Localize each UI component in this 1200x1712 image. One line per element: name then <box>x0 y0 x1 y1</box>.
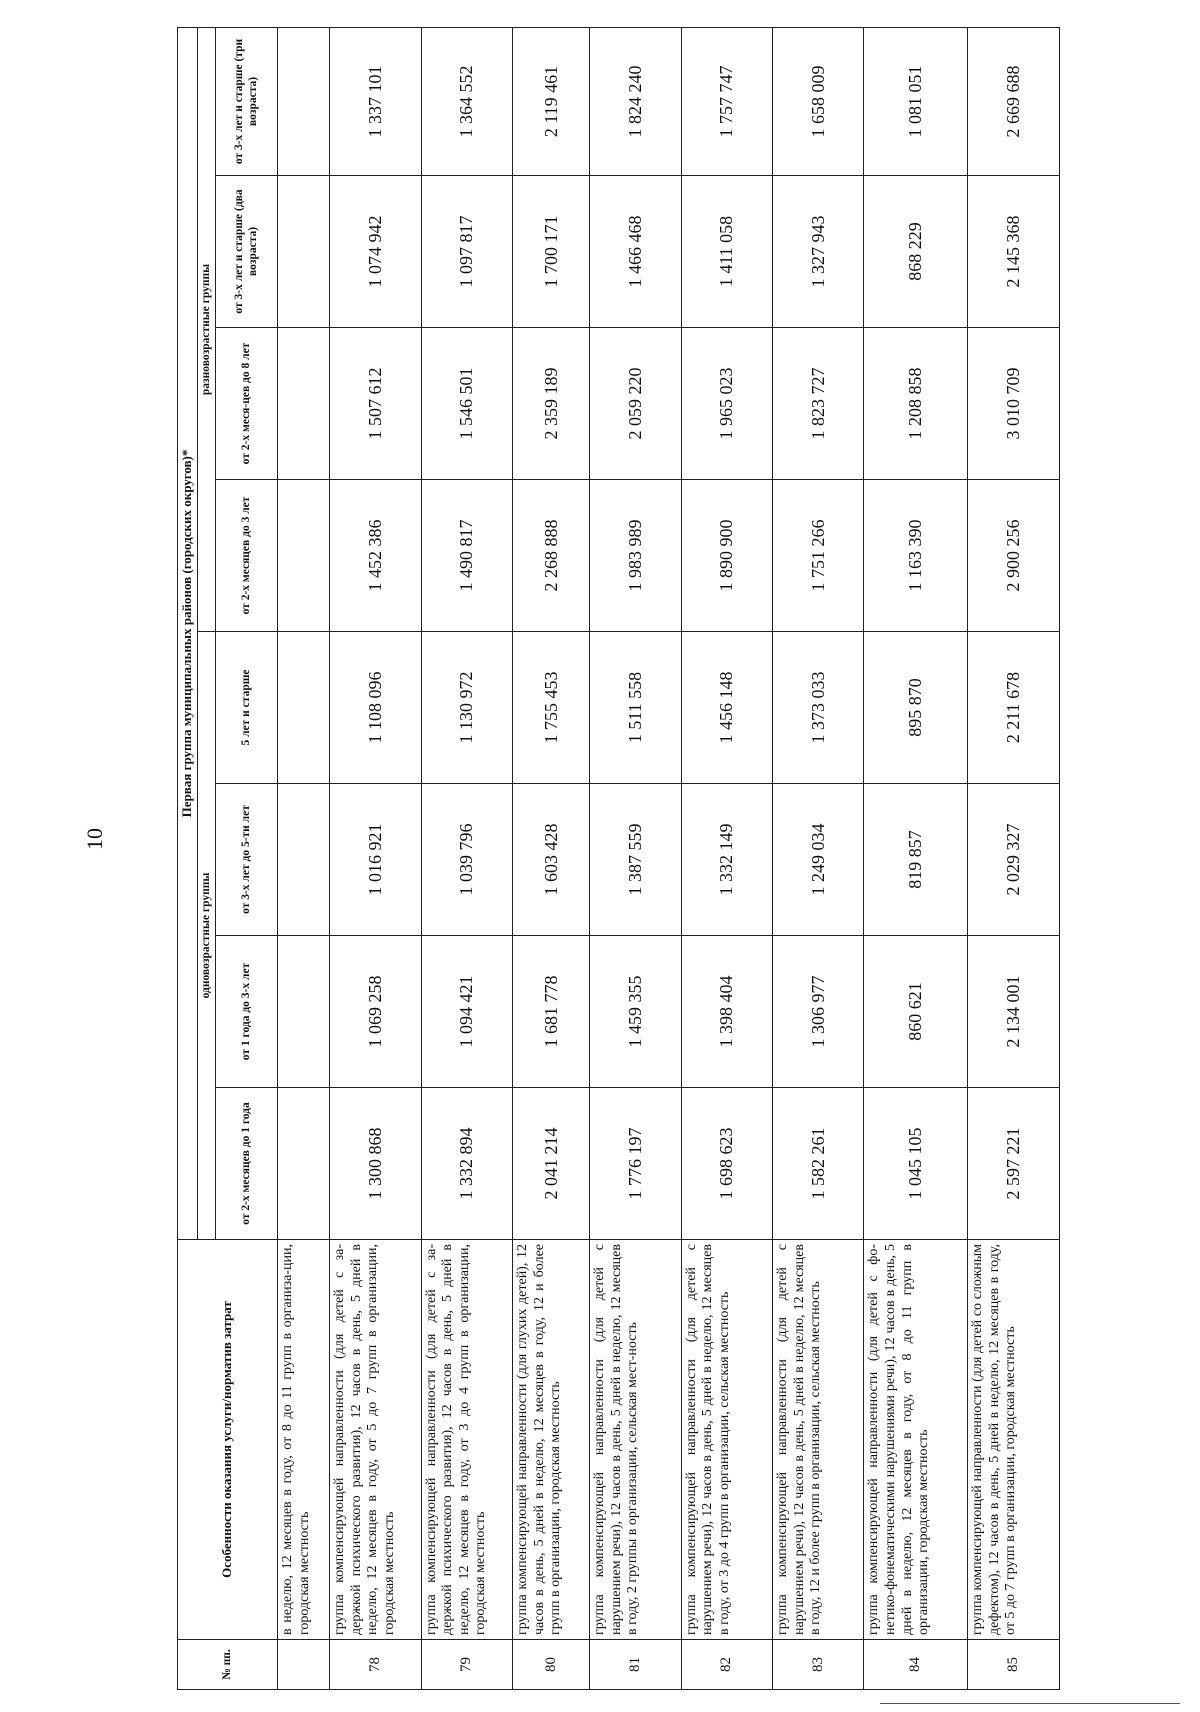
cost-value-cell: 1 045 105 <box>864 1088 968 1240</box>
cost-value-cell: 1 069 258 <box>330 936 421 1088</box>
header-column: от 3-х лет до 5-ти лет <box>216 784 278 936</box>
table-row <box>681 28 772 1690</box>
cost-value-cell: 1 074 942 <box>330 176 421 328</box>
cost-value-cell: 1 490 817 <box>421 480 512 632</box>
header-column: от 2-х меся-цев до 8 лет <box>216 328 278 480</box>
cost-value-cell: 1 387 559 <box>590 784 681 936</box>
cost-value-cell: 1 681 778 <box>513 936 590 1088</box>
rotated-table-container <box>177 28 1060 1690</box>
header-single-age-groups: одновозрастные группы <box>197 632 215 1240</box>
cost-value-cell: 2 268 888 <box>513 480 590 632</box>
row-number: 84 <box>864 1640 968 1690</box>
cost-value-cell <box>278 1088 330 1240</box>
cost-value-cell: 1 456 148 <box>681 632 772 784</box>
cost-value-cell: 1 364 552 <box>421 28 512 176</box>
cost-value-cell: 1 016 921 <box>330 784 421 936</box>
cost-value-cell <box>278 632 330 784</box>
cost-value-cell <box>278 176 330 328</box>
header-no: № пп. <box>178 1640 278 1690</box>
footnote-rule <box>880 1703 1180 1704</box>
cost-value-cell: 2 669 688 <box>968 28 1060 176</box>
row-description: в неделю, 12 месяцев в году, от 8 до 11 групп в организа-ции, городская местность <box>278 1240 330 1640</box>
cost-value-cell: 1 130 972 <box>421 632 512 784</box>
cost-value-cell: 1 603 428 <box>513 784 590 936</box>
cost-value-cell: 2 359 189 <box>513 328 590 480</box>
cost-value-cell: 1 757 747 <box>681 28 772 176</box>
cost-value-cell: 1 108 096 <box>330 632 421 784</box>
header-column: от 2-х месяцев до 1 года <box>216 1088 278 1240</box>
cost-value-cell: 895 870 <box>864 632 968 784</box>
cost-value-cell: 2 145 368 <box>968 176 1060 328</box>
cost-value-cell: 1 466 468 <box>590 176 681 328</box>
cost-value-cell <box>278 784 330 936</box>
cost-norms-table <box>177 27 1060 1690</box>
table-row <box>590 28 681 1690</box>
cost-value-cell: 1 823 727 <box>772 328 863 480</box>
cost-value-cell: 1 582 261 <box>772 1088 863 1240</box>
header-mixed-age-groups: разновозрастные группы <box>197 28 215 632</box>
cost-value-cell: 1 398 404 <box>681 936 772 1088</box>
table-body <box>278 28 1060 1690</box>
cost-value-cell <box>278 480 330 632</box>
cost-value-cell: 1 327 943 <box>772 176 863 328</box>
cost-value-cell: 1 081 051 <box>864 28 968 176</box>
table-row <box>968 28 1060 1690</box>
cost-value-cell: 2 119 461 <box>513 28 590 176</box>
row-number: 78 <box>330 1640 421 1690</box>
cost-value-cell: 1 337 101 <box>330 28 421 176</box>
row-number: 82 <box>681 1640 772 1690</box>
cost-value-cell: 1 507 612 <box>330 328 421 480</box>
cost-value-cell: 1 546 501 <box>421 328 512 480</box>
table-row <box>864 28 968 1690</box>
cost-value-cell: 2 029 327 <box>968 784 1060 936</box>
header-column: от 1 года до 3-х лет <box>216 936 278 1088</box>
cost-value-cell: 1 965 023 <box>681 328 772 480</box>
cost-value-cell: 2 900 256 <box>968 480 1060 632</box>
cost-value-cell: 2 041 214 <box>513 1088 590 1240</box>
cost-value-cell: 1 208 858 <box>864 328 968 480</box>
cost-value-cell: 819 857 <box>864 784 968 936</box>
header-municipal-group: Первая группа муниципальных районов (городских округов)* <box>178 28 198 1240</box>
header-column: от 2-х месяцев до 3 лет <box>216 480 278 632</box>
cost-value-cell: 1 751 266 <box>772 480 863 632</box>
cost-value-cell: 1 332 894 <box>421 1088 512 1240</box>
cost-value-cell: 1 452 386 <box>330 480 421 632</box>
cost-value-cell: 1 890 900 <box>681 480 772 632</box>
cost-value-cell: 1 776 197 <box>590 1088 681 1240</box>
table-row <box>513 28 590 1690</box>
cost-value-cell: 2 059 220 <box>590 328 681 480</box>
header-column: от 3-х лет и старше (три возраста) <box>216 28 278 176</box>
row-number: 81 <box>590 1640 681 1690</box>
cost-value-cell: 2 597 221 <box>968 1088 1060 1240</box>
row-number: 85 <box>968 1640 1060 1690</box>
cost-value-cell: 1 332 149 <box>681 784 772 936</box>
table-row <box>421 28 512 1690</box>
cost-value-cell <box>278 28 330 176</box>
cost-value-cell: 1 097 817 <box>421 176 512 328</box>
row-description: группа компенсирующей направленности (для детей с нарушением речи), 12 часов в день, 5 дней в неделю, 12 месяцев в году, 2 группы в организации, сельская мест-ность <box>590 1240 681 1640</box>
header-description: Особенности оказания услуги/норматив затрат <box>178 1240 278 1640</box>
cost-value-cell: 1 459 355 <box>590 936 681 1088</box>
cost-value-cell: 868 229 <box>864 176 968 328</box>
cost-value-cell: 1 658 009 <box>772 28 863 176</box>
row-number: 80 <box>513 1640 590 1690</box>
cost-value-cell: 1 511 558 <box>590 632 681 784</box>
cost-value-cell: 1 300 868 <box>330 1088 421 1240</box>
row-description: группа компенсирующей направленности (для детей с за-держкой психического развития), 12 часов в день, 5 дней в неделю, 12 месяцев в году, от 3 до 4 групп в организации, городская местность <box>421 1240 512 1640</box>
row-number <box>278 1640 330 1690</box>
row-description: группа компенсирующей направленности (для детей с нарушением речи), 12 часов в день, 5 дней в неделю, 12 месяцев в году, 12 и более групп в организации, сельская местность <box>772 1240 863 1640</box>
row-number: 83 <box>772 1640 863 1690</box>
cost-value-cell: 1 755 453 <box>513 632 590 784</box>
cost-value-cell: 1 249 034 <box>772 784 863 936</box>
row-description: группа компенсирующей направленности (для глухих детей), 12 часов в день, 5 дней в неделю, 12 месяцев в году, 12 и более групп в организации, городская местность <box>513 1240 590 1640</box>
row-number: 79 <box>421 1640 512 1690</box>
header-column: 5 лет и старше <box>216 632 278 784</box>
cost-value-cell: 1 039 796 <box>421 784 512 936</box>
cost-value-cell: 1 163 390 <box>864 480 968 632</box>
cost-value-cell: 3 010 709 <box>968 328 1060 480</box>
table-row <box>772 28 863 1690</box>
table-row <box>278 28 330 1690</box>
row-description: группа компенсирующей направленности (для детей с фо-нетико-фонематическими нарушениями речи), 12 часов в день, 5 дней в неделю, 12 месяцев в году, от 8 до 11 групп в организации, городская местность <box>864 1240 968 1640</box>
cost-value-cell: 1 373 033 <box>772 632 863 784</box>
row-description: группа компенсирующей направленности (для детей с нарушением речи), 12 часов в день, 5 дней в неделю, 12 месяцев в году, от 3 до 4 групп в организации, сельская местность <box>681 1240 772 1640</box>
row-description: группа компенсирующей направленности (для детей с за-держкой психического развития), 12 часов в день, 5 дней в неделю, 12 месяцев в году, от 5 до 7 групп в организации, городская местность <box>330 1240 421 1640</box>
cost-value-cell: 1 983 989 <box>590 480 681 632</box>
cost-value-cell: 1 698 623 <box>681 1088 772 1240</box>
cost-value-cell: 860 621 <box>864 936 968 1088</box>
cost-value-cell <box>278 936 330 1088</box>
page-number: 10 <box>82 828 107 850</box>
cost-value-cell: 1 824 240 <box>590 28 681 176</box>
cost-value-cell: 1 411 058 <box>681 176 772 328</box>
cost-value-cell: 1 700 171 <box>513 176 590 328</box>
cost-value-cell: 2 211 678 <box>968 632 1060 784</box>
cost-value-cell: 1 094 421 <box>421 936 512 1088</box>
cost-value-cell <box>278 328 330 480</box>
table-row <box>330 28 421 1690</box>
row-description: группа компенсирующей направленности (для детей со сложным дефектом), 12 часов в день, 5 дней в неделю, 12 месяцев в году, от 5 до 7 групп в организации, городская местность <box>968 1240 1060 1640</box>
cost-value-cell: 2 134 001 <box>968 936 1060 1088</box>
header-column: от 3-х лет и старше (два возраста) <box>216 176 278 328</box>
cost-value-cell: 1 306 977 <box>772 936 863 1088</box>
